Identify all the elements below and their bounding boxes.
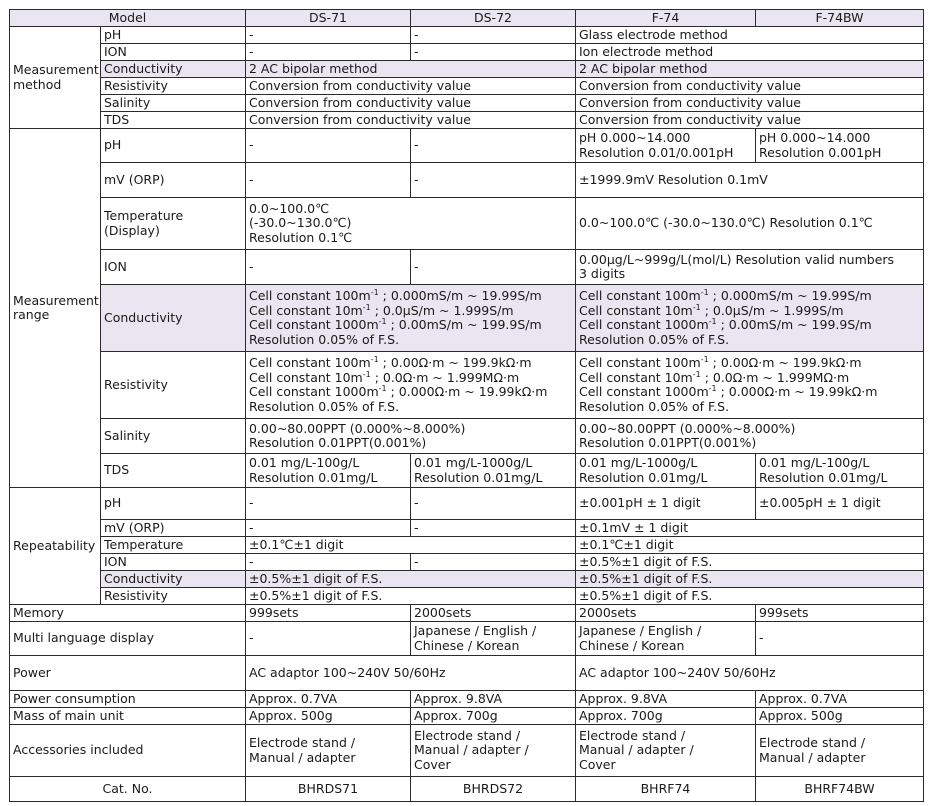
model-header: Model <box>10 10 246 27</box>
cell-value: - <box>246 520 411 537</box>
cell-value: 999sets <box>756 605 924 622</box>
text-line: Electrode stand / <box>249 735 356 750</box>
row-label: Accessories included <box>10 725 246 777</box>
text-line: pH 0.000~14.000 <box>579 130 691 145</box>
cell-value <box>756 129 924 163</box>
cell-value: ±0.1℃±1 digit <box>576 537 924 554</box>
text-line: Cell constant $1000m^{-1}$ ; 0.00mS/m ~ 199.9S/m <box>249 317 542 332</box>
text-line: Japanese / English / <box>414 623 537 638</box>
text-line: 0.01 mg/L-100g/L <box>249 455 360 470</box>
cell-value <box>411 622 576 656</box>
row-label: Power consumption <box>10 691 246 708</box>
cell-value: - <box>756 622 924 656</box>
row-label: ION <box>101 250 246 285</box>
cell-value: Approx. 0.7VA <box>756 691 924 708</box>
cell-value <box>576 725 756 777</box>
cell-value: Glass electrode method <box>576 27 924 44</box>
memory-row <box>10 605 924 622</box>
text-line: Resolution 0.05% of F.S. <box>579 398 730 414</box>
text-line: Cover <box>414 756 451 772</box>
cell-value: Approx. 500g <box>756 708 924 725</box>
row-label: TDS <box>101 112 246 129</box>
row-label: Power <box>10 656 246 691</box>
cell-value: Conversion from conductivity value <box>246 95 576 112</box>
text-line: 0.00μg/L~999g/L(mol/L) Resolution valid numbers <box>579 251 895 267</box>
cell-value: BHRDS71 <box>246 777 411 802</box>
cell-value: ±0.5%±1 digit of F.S. <box>576 554 924 571</box>
cell-value: Conversion from conductivity value <box>246 78 576 95</box>
cell-value: - <box>246 129 411 163</box>
cell-value: 0.0~100.0℃ (-30.0~130.0℃) Resolution 0.1℃ <box>576 198 924 250</box>
cell-value: Approx. 9.8VA <box>576 691 756 708</box>
cell-value: - <box>411 554 576 571</box>
cell-value: AC adaptor 100~240V 50/60Hz <box>246 656 576 691</box>
text-line: Cell constant $10m^{-1}$ ; 0.0μS/m ~ 1.999S/m <box>579 302 844 318</box>
cell-value <box>411 725 576 777</box>
cell-value: ±1999.9mV Resolution 0.1mV <box>576 163 924 198</box>
cell-value <box>756 454 924 488</box>
text-line: Chinese / Korean <box>579 637 685 653</box>
text-line: Resolution 0.01/0.001pH <box>579 144 734 160</box>
cell-value: ±0.5%±1 digit of F.S. <box>246 588 576 605</box>
row-label: ION <box>101 44 246 61</box>
method-row-salinity <box>10 95 924 112</box>
text-line: (-30.0~130.0℃) <box>249 215 352 231</box>
text-line: Cover <box>579 756 616 772</box>
method-group-label: Measurement method <box>10 27 101 129</box>
row-label: Cat. No. <box>10 777 246 802</box>
cell-value: - <box>246 163 411 198</box>
text-line: Electrode stand / <box>759 735 866 750</box>
repeat-row-temperature <box>10 537 924 554</box>
cell-value: ±0.1mV ± 1 digit <box>576 520 924 537</box>
cell-value <box>576 129 756 163</box>
row-label: Conductivity <box>101 571 246 588</box>
cell-value: Conversion from conductivity value <box>576 95 924 112</box>
row-label: Mass of main unit <box>10 708 246 725</box>
cell-value <box>576 285 924 352</box>
text-line: 0.01 mg/L-100g/L <box>759 455 870 470</box>
row-label: mV (ORP) <box>101 520 246 537</box>
text-line: Cell constant $1000m^{-1}$ ; 0.000Ω·m ~ 19.99kΩ·m <box>249 384 548 399</box>
cell-value: - <box>411 163 576 198</box>
cell-value <box>246 285 576 352</box>
cell-value: ±0.5%±1 digit of F.S. <box>576 571 924 588</box>
range-row-ion <box>10 250 924 285</box>
cell-value: - <box>246 622 411 656</box>
text-line: Cell constant $100m^{-1}$ ; 0.00Ω·m ~ 199.9kΩ·m <box>249 355 532 370</box>
text-line: Electrode stand / <box>414 727 521 743</box>
text-line: Cell constant $10m^{-1}$ ; 0.0μS/m ~ 1.999S/m <box>249 302 514 318</box>
accessories-row <box>10 725 924 777</box>
text-line: Resolution 0.01mg/L <box>249 469 378 485</box>
text-line: Manual / adapter <box>759 749 866 765</box>
row-label: Multi language display <box>10 622 246 656</box>
cell-value: - <box>246 554 411 571</box>
model-ds71-header: DS-71 <box>246 10 411 27</box>
method-row-resistivity <box>10 78 924 95</box>
text-line: 3 digits <box>579 266 626 281</box>
cell-value: - <box>411 520 576 537</box>
repeat-group-label: Repeatability <box>10 488 101 605</box>
row-label: Conductivity <box>101 285 246 352</box>
cell-value: BHRF74 <box>576 777 756 802</box>
cell-value: Approx. 700g <box>576 708 756 725</box>
cell-value: ±0.1℃±1 digit <box>246 537 576 554</box>
cell-value <box>246 198 576 250</box>
cell-value: BHRF74BW <box>756 777 924 802</box>
row-label: pH <box>101 488 246 520</box>
text-line: 0.01 mg/L-1000g/L <box>579 455 698 470</box>
cell-value: 2000sets <box>576 605 756 622</box>
text-line: pH 0.000~14.000 <box>759 130 871 145</box>
cell-value: 2000sets <box>411 605 576 622</box>
model-ds72-header: DS-72 <box>411 10 576 27</box>
text-line: Resolution 0.001pH <box>759 144 882 160</box>
text-line: Resolution 0.05% of F.S. <box>249 398 400 414</box>
text-line: 0.01 mg/L-1000g/L <box>414 455 533 470</box>
text-line: Cell constant $1000m^{-1}$ ; 0.00mS/m ~ 199.9S/m <box>579 317 872 332</box>
cell-value: 2 AC bipolar method <box>576 61 924 78</box>
text-line: (Display) <box>104 222 160 238</box>
range-row-salinity <box>10 419 924 454</box>
cell-value <box>246 725 411 777</box>
mass-row <box>10 708 924 725</box>
cell-value: ±0.005pH ± 1 digit <box>756 488 924 520</box>
cell-value: - <box>246 44 411 61</box>
cell-value: Approx. 9.8VA <box>411 691 576 708</box>
text-line: Cell constant $100m^{-1}$ ; 0.00Ω·m ~ 199.9kΩ·m <box>579 355 862 370</box>
row-label: Resistivity <box>101 78 246 95</box>
repeat-row-ion <box>10 554 924 571</box>
cell-value: - <box>411 488 576 520</box>
range-row-conductivity <box>10 285 924 352</box>
cell-value: 999sets <box>246 605 411 622</box>
spec-table <box>9 9 924 802</box>
cell-value: Conversion from conductivity value <box>576 112 924 129</box>
row-label <box>101 198 246 250</box>
method-row-ion <box>10 44 924 61</box>
cell-value: 2 AC bipolar method <box>246 61 576 78</box>
method-row-tds <box>10 112 924 129</box>
repeat-row-resistivity <box>10 588 924 605</box>
row-label: Conductivity <box>101 61 246 78</box>
row-label: Salinity <box>101 95 246 112</box>
text-line: 0.0~100.0℃ <box>249 200 330 216</box>
row-label: Temperature <box>101 537 246 554</box>
cell-value: Conversion from conductivity value <box>246 112 576 129</box>
cell-value: Approx. 0.7VA <box>246 691 411 708</box>
repeat-row-ph <box>10 488 924 520</box>
text-line: Cell constant $100m^{-1}$ ; 0.000mS/m ~ 19.99S/m <box>579 288 872 303</box>
range-row-mv <box>10 163 924 198</box>
cell-value <box>756 725 924 777</box>
text-line: Chinese / Korean <box>414 637 520 653</box>
text-line: Resolution 0.01mg/L <box>759 469 888 485</box>
range-row-temperature <box>10 198 924 250</box>
cell-value <box>576 454 756 488</box>
text-line: Manual / adapter <box>249 749 356 765</box>
repeat-row-mv <box>10 520 924 537</box>
cell-value: - <box>246 250 411 285</box>
row-label: Resistivity <box>101 352 246 419</box>
cell-value: - <box>411 250 576 285</box>
cell-value: - <box>411 44 576 61</box>
text-line: Cell constant $100m^{-1}$ ; 0.000mS/m ~ 19.99S/m <box>249 288 542 303</box>
cell-value: Approx. 700g <box>411 708 576 725</box>
cell-value <box>246 352 576 419</box>
text-line: Resolution 0.01PPT(0.001%) <box>249 435 427 450</box>
range-row-resistivity <box>10 352 924 419</box>
power-row <box>10 656 924 691</box>
cell-value: AC adaptor 100~240V 50/60Hz <box>576 656 924 691</box>
text-line: 0.00~80.00PPT (0.000%~8.000%) <box>249 420 466 436</box>
text-line: Cell constant $1000m^{-1}$ ; 0.000Ω·m ~ 19.99kΩ·m <box>579 384 878 399</box>
cell-value: Conversion from conductivity value <box>576 78 924 95</box>
cell-value <box>576 622 756 656</box>
cell-value: Approx. 500g <box>246 708 411 725</box>
row-label: pH <box>101 129 246 163</box>
language-row <box>10 622 924 656</box>
cell-value <box>246 419 576 454</box>
consumption-row <box>10 691 924 708</box>
text-line: Temperature <box>104 208 184 223</box>
cell-value: Ion electrode method <box>576 44 924 61</box>
text-line: Resolution 0.01mg/L <box>414 469 543 485</box>
text-line: Electrode stand / <box>579 727 686 743</box>
range-row-tds <box>10 454 924 488</box>
catno-row <box>10 777 924 802</box>
method-row-conductivity <box>10 61 924 78</box>
cell-value: - <box>246 488 411 520</box>
text-line: Manual / adapter / <box>579 742 694 758</box>
cell-value: - <box>411 27 576 44</box>
text-line: Cell constant $10m^{-1}$ ; 0.0Ω·m ~ 1.999MΩ·m <box>579 369 850 385</box>
row-label: TDS <box>101 454 246 488</box>
cell-value: ±0.5%±1 digit of F.S. <box>246 571 576 588</box>
text-line: Manual / adapter / <box>414 742 529 758</box>
cell-value <box>576 250 924 285</box>
model-f74-header: F-74 <box>576 10 756 27</box>
cell-value <box>576 352 924 419</box>
row-label: Resistivity <box>101 588 246 605</box>
cell-value: - <box>246 27 411 44</box>
text-line: Resolution 0.05% of F.S. <box>249 331 400 347</box>
cell-value <box>576 419 924 454</box>
text-line: Cell constant $10m^{-1}$ ; 0.0Ω·m ~ 1.999MΩ·m <box>249 369 520 385</box>
row-label: pH <box>101 27 246 44</box>
text-line: Resolution 0.05% of F.S. <box>579 331 730 347</box>
range-group-label: Measurement range <box>10 129 101 488</box>
row-label: Salinity <box>101 419 246 454</box>
repeat-row-conductivity <box>10 571 924 588</box>
method-row-ph <box>10 27 924 44</box>
text-line: 0.00~80.00PPT (0.000%~8.000%) <box>579 420 796 436</box>
cell-value: ±0.001pH ± 1 digit <box>576 488 756 520</box>
range-row-ph <box>10 129 924 163</box>
cell-value: - <box>411 129 576 163</box>
text-line: Resolution 0.01mg/L <box>579 469 708 485</box>
cell-value: BHRDS72 <box>411 777 576 802</box>
cell-value: ±0.5%±1 digit of F.S. <box>576 588 924 605</box>
row-label: Memory <box>10 605 246 622</box>
text-line: Japanese / English / <box>579 623 702 638</box>
row-label: ION <box>101 554 246 571</box>
model-f74bw-header: F-74BW <box>756 10 924 27</box>
cell-value <box>411 454 576 488</box>
cell-value <box>246 454 411 488</box>
header-row <box>10 10 924 27</box>
text-line: Resolution 0.1℃ <box>249 229 353 245</box>
text-line: Resolution 0.01PPT(0.001%) <box>579 435 757 450</box>
row-label: mV (ORP) <box>101 163 246 198</box>
